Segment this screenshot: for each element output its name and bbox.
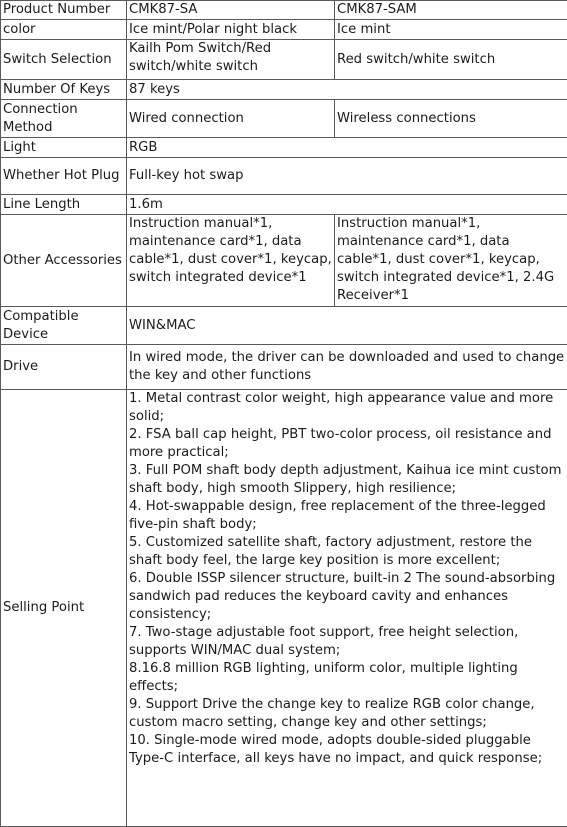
row-color xyxy=(1,20,567,40)
selling-point-item: 5. Customized satellite shaft, factory adjustment, restore the shaft body feel, the large key position is more excellent; xyxy=(129,535,532,568)
selling-point-item: 9. Support Drive the change key to realize RGB color change, custom macro setting, change key and other settings; xyxy=(129,697,535,730)
label-drive: Drive xyxy=(1,345,127,390)
selling-point-item: 4. Hot-swappable design, free replacement of the three-legged five-pin shaft body; xyxy=(129,499,546,532)
row-other-accessories xyxy=(1,215,567,307)
value-switch-selection-sa: Kailh Pom Switch/Red switch/white switch xyxy=(127,40,335,80)
label-line-length: Line Length xyxy=(1,195,127,215)
value-other-accessories-sam: Instruction manual*1, maintenance card*1, data cable*1, dust cover*1, keycap, switch integrated device*1, 2.4G Receiver*1 xyxy=(335,215,567,307)
selling-point-item: 8.16.8 million RGB lighting, uniform color, multiple lighting effects; xyxy=(129,661,518,694)
label-hot-plug: Whether Hot Plug xyxy=(1,158,127,195)
row-line-length xyxy=(1,195,567,215)
selling-point-item: 3. Full POM shaft body depth adjustment, Kaihua ice mint custom shaft body, high smooth Slippery, high resilience; xyxy=(129,463,562,496)
row-switch-selection xyxy=(1,40,567,80)
value-number-of-keys: 87 keys xyxy=(127,80,567,100)
value-switch-selection-sam: Red switch/white switch xyxy=(335,40,567,80)
label-number-of-keys: Number Of Keys xyxy=(1,80,127,100)
value-other-accessories-sa: Instruction manual*1, maintenance card*1, data cable*1, dust cover*1, keycap, switch integrated device*1 xyxy=(127,215,335,307)
value-compatible-device: WIN&MAC xyxy=(127,307,567,345)
label-color: color xyxy=(1,20,127,40)
selling-point-item: 1. Metal contrast color weight, high appearance value and more solid; xyxy=(129,391,554,424)
label-light: Light xyxy=(1,138,127,158)
selling-point-item: 6. Double ISSP silencer structure, built-in 2 The sound-absorbing sandwich pad reduces the keyboard cavity and enhances consistency; xyxy=(129,571,556,622)
value-color-sa: Ice mint/Polar night black xyxy=(127,20,335,40)
row-product-number xyxy=(1,1,567,20)
label-selling-point: Selling Point xyxy=(1,390,127,827)
selling-point-item: 10. Single-mode wired mode, adopts double-sided pluggable Type-C interface, all keys have no impact, and quick response; xyxy=(129,733,543,766)
label-product-number: Product Number xyxy=(1,1,127,20)
label-compatible-device: Compatible Device xyxy=(1,307,127,345)
row-light xyxy=(1,138,567,158)
row-number-of-keys xyxy=(1,80,567,100)
selling-point-item: 2. FSA ball cap height, PBT two-color process, oil resistance and more practical; xyxy=(129,427,552,460)
row-compatible-device xyxy=(1,307,567,345)
value-line-length: 1.6m xyxy=(127,195,567,215)
value-connection-method-sam: Wireless connections xyxy=(335,100,567,138)
row-hot-plug xyxy=(1,158,567,195)
label-connection-method: Connection Method xyxy=(1,100,127,138)
selling-point-item: 7. Two-stage adjustable foot support, free height selection, supports WIN/MAC dual system; xyxy=(129,625,519,658)
value-color-sam: Ice mint xyxy=(335,20,567,40)
label-switch-selection: Switch Selection xyxy=(1,40,127,80)
row-connection-method xyxy=(1,100,567,138)
label-other-accessories: Other Accessories xyxy=(1,215,127,307)
value-hot-plug: Full-key hot swap xyxy=(127,158,567,195)
value-drive: In wired mode, the driver can be downloaded and used to change the key and other functions xyxy=(127,345,567,390)
value-product-number-sa: CMK87-SA xyxy=(127,1,335,20)
value-selling-point xyxy=(127,390,567,827)
row-selling-point xyxy=(1,390,567,827)
value-light: RGB xyxy=(127,138,567,158)
value-product-number-sam: CMK87-SAM xyxy=(335,1,567,20)
row-drive xyxy=(1,345,567,390)
value-connection-method-sa: Wired connection xyxy=(127,100,335,138)
